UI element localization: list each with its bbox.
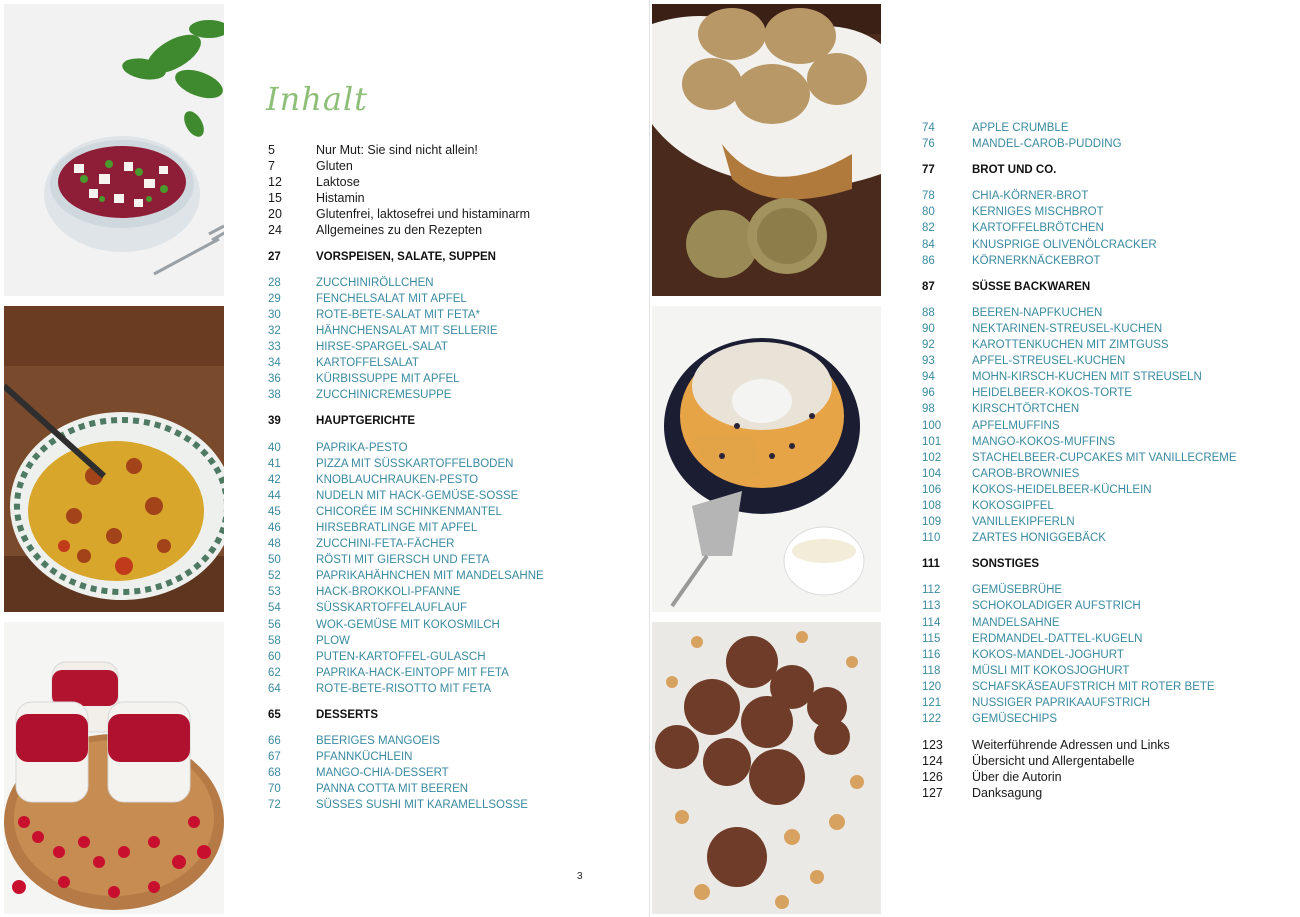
toc-entry-title: SÜSSES SUSHI MIT KARAMELLSOSSE [316, 799, 528, 812]
toc-entry-title: HIRSEBRATLINGE MIT APFEL [316, 521, 478, 534]
toc-gap [922, 152, 1292, 162]
toc-page-number: 62 [268, 666, 281, 679]
toc-entry[interactable] [922, 482, 1292, 498]
toc-page-number: 60 [268, 650, 281, 663]
toc-page-number: 39 [268, 415, 281, 428]
toc-page-number: 20 [268, 207, 282, 222]
toc-entry[interactable] [922, 220, 1292, 236]
toc-page-number: 77 [922, 164, 935, 177]
page-number: 3 [577, 871, 583, 882]
toc-gap [268, 265, 638, 275]
toc-page-number: 27 [268, 250, 281, 263]
toc-page-number: 106 [922, 483, 942, 496]
toc-entry-title: RÖSTI MIT GIERSCH UND FETA [316, 554, 490, 567]
toc-entry-title: PAPRIKA-PESTO [316, 441, 408, 454]
toc-entry-title: MANGO-KOKOS-MUFFINS [972, 435, 1116, 448]
toc-entry-title: APPLE CRUMBLE [972, 122, 1069, 134]
toc-entry[interactable] [268, 307, 638, 323]
toc-page-number: 76 [922, 138, 935, 151]
toc-entry-title: KNUSPRIGE OLIVENÖLCRACKER [972, 238, 1157, 251]
toc-entry-title: GEMÜSEBRÜHE [972, 584, 1063, 597]
toc-entry-title: Weiterführende Adressen und Links [972, 738, 1170, 753]
toc-gap [268, 403, 638, 413]
toc-entry-title: MANDELSAHNE [972, 616, 1060, 629]
toc-page-number: 112 [922, 584, 941, 597]
toc-entry[interactable] [922, 120, 1292, 136]
toc-entry[interactable] [268, 206, 638, 222]
toc-page-number: 90 [922, 322, 935, 335]
toc-entry-title: HÄHNCHENSALAT MIT SELLERIE [316, 324, 498, 337]
toc-entry[interactable] [922, 401, 1292, 417]
toc-entry-title: KNOBLAUCHRAUKEN-PESTO [316, 473, 479, 486]
toc-gap [922, 546, 1292, 556]
toc-entry-title: KÖRNERKNÄCKEBROT [972, 254, 1101, 267]
toc-entry[interactable] [922, 679, 1292, 695]
toc-page-number: 50 [268, 554, 281, 567]
toc-entry[interactable] [268, 749, 638, 765]
toc-page-number: 92 [922, 339, 935, 352]
toc-page-number: 114 [922, 616, 941, 629]
toc-page-number: 113 [922, 600, 941, 613]
toc-entry-title: CHICORÉE IM SCHINKENMANTEL [316, 505, 502, 518]
toc-entry-title: NUSSIGER PAPRIKAAUFSTRICH [972, 697, 1151, 709]
toc-page-number: 101 [922, 435, 942, 448]
toc-entry-title: VORSPEISEN, SALATE, SUPPEN [316, 250, 496, 263]
toc-entry-title: PIZZA MIT SÜSSKARTOFFELBODEN [316, 457, 514, 470]
toc-entry[interactable] [268, 504, 638, 520]
toc-entry[interactable] [268, 158, 638, 174]
toc-entry-title: ZUCCHINI-FETA-FÄCHER [316, 538, 455, 551]
toc-entry-title: MANGO-CHIA-DESSERT [316, 767, 449, 780]
toc-page-number: 126 [922, 770, 943, 785]
toc-entry[interactable] [268, 488, 638, 504]
toc-page-number: 102 [922, 451, 942, 464]
toc-entry[interactable] [268, 339, 638, 355]
toc-page-number: 111 [922, 558, 940, 571]
toc-entry-title: BEERIGES MANGOEIS [316, 735, 440, 748]
toc-entry-title: PUTEN-KARTOFFEL-GULASCH [316, 650, 486, 663]
toc-entry-title: NEKTARINEN-STREUSEL-KUCHEN [972, 322, 1163, 335]
toc-entry-title: APFELMUFFINS [972, 419, 1060, 432]
toc-page-number: 110 [922, 532, 941, 545]
toc-entry-title: KOKOS-HEIDELBEER-KÜCHLEIN [972, 483, 1152, 496]
toc-entry[interactable] [922, 647, 1292, 663]
toc-entry[interactable] [268, 190, 638, 206]
toc-entry-title: SONSTIGES [972, 558, 1040, 571]
toc-entry-title: ROTE-BETE-SALAT MIT FETA* [316, 308, 481, 321]
toc-entry[interactable] [922, 663, 1292, 679]
toc-entry[interactable] [268, 142, 638, 158]
toc-page-number: 68 [268, 767, 281, 780]
toc-entry-title: Glutenfrei, laktosefrei und histaminarm [316, 207, 530, 222]
toc-gap [268, 723, 638, 733]
toc-entry-title: PAPRIKA-HACK-EINTOPF MIT FETA [316, 666, 509, 679]
toc-page-number: 54 [268, 602, 281, 615]
beet-salad-image [4, 4, 224, 296]
toc-page-number: 96 [922, 387, 935, 400]
toc-entry-title: BROT UND CO. [972, 164, 1057, 177]
toc-entry[interactable] [268, 765, 638, 781]
toc-page-number: 41 [268, 457, 281, 470]
toc-page-number: 109 [922, 516, 942, 529]
toc-entry[interactable] [268, 552, 638, 568]
toc-entry[interactable] [268, 797, 638, 813]
toc-page-number: 120 [922, 680, 942, 693]
toc-entry-title: KARTOFFELSALAT [316, 357, 419, 370]
toc-page-number: 124 [922, 754, 943, 769]
toc-entry[interactable] [268, 174, 638, 190]
toc-entry[interactable] [922, 253, 1292, 269]
toc-page-number: 94 [922, 371, 935, 384]
toc-page-number: 32 [268, 324, 281, 337]
toc-entry-title: HIRSE-SPARGEL-SALAT [316, 341, 448, 354]
toc-page-number: 36 [268, 373, 281, 386]
left-toc-list [268, 142, 638, 814]
toc-gap [268, 239, 638, 249]
toc-page-number: 93 [922, 355, 935, 368]
toc-entry[interactable] [922, 418, 1292, 434]
toc-section-heading[interactable] [922, 279, 1292, 295]
toc-entry[interactable] [268, 600, 638, 616]
toc-page-number: 56 [268, 618, 281, 631]
toc-entry[interactable] [268, 222, 638, 238]
toc-entry-title: CHIA-KÖRNER-BROT [972, 190, 1089, 203]
toc-entry-title: WOK-GEMÜSE MIT KOKOSMILCH [316, 618, 500, 631]
toc-entry-title: KAROTTENKUCHEN MIT ZIMTGUSS [972, 339, 1169, 352]
toc-page-number: 42 [268, 473, 281, 486]
toc-entry-title: CAROB-BROWNIES [972, 467, 1080, 480]
toc-section-heading[interactable] [922, 556, 1292, 572]
toc-entry[interactable] [922, 434, 1292, 450]
toc-entry[interactable] [922, 769, 1292, 785]
toc-entry[interactable] [922, 530, 1292, 546]
toc-page-number: 7 [268, 159, 275, 174]
toc-gap [922, 269, 1292, 279]
right-toc-list [922, 120, 1292, 802]
toc-entry-title: ERDMANDEL-DATTEL-KUGELN [972, 632, 1143, 645]
toc-entry[interactable] [922, 631, 1292, 647]
toc-entry[interactable] [922, 188, 1292, 204]
toc-entry-title: SCHAFSKÄSEAUFSTRICH MIT ROTER BETE [972, 680, 1215, 693]
toc-entry[interactable] [922, 615, 1292, 631]
toc-entry[interactable] [922, 695, 1292, 711]
toc-entry[interactable] [268, 665, 638, 681]
toc-page-number: 5 [268, 143, 275, 157]
toc-page-number: 28 [268, 276, 281, 289]
toc-entry[interactable] [268, 781, 638, 797]
toc-gap [922, 727, 1292, 737]
toc-entry[interactable] [268, 633, 638, 649]
toc-entry[interactable] [922, 582, 1292, 598]
toc-page-number: 98 [922, 403, 935, 416]
toc-page-number: 70 [268, 783, 281, 796]
toc-page-number: 88 [922, 306, 935, 319]
toc-entry[interactable] [922, 305, 1292, 321]
toc-entry[interactable] [268, 440, 638, 456]
toc-entry[interactable] [268, 584, 638, 600]
toc-page-number: 44 [268, 489, 281, 502]
toc-entry-title: PFANNKÜCHLEIN [316, 751, 413, 764]
dessert-jars-image [4, 622, 224, 914]
toc-page-number: 72 [268, 799, 281, 812]
toc-page-number: 34 [268, 357, 281, 370]
toc-page-number: 67 [268, 751, 281, 764]
toc-entry[interactable] [268, 323, 638, 339]
right-page [650, 0, 1300, 917]
toc-entry[interactable] [268, 568, 638, 584]
toc-entry[interactable] [268, 472, 638, 488]
toc-entry-title: Laktose [316, 175, 360, 190]
toc-page-number: 121 [922, 697, 942, 709]
toc-entry[interactable] [922, 737, 1292, 753]
toc-entry[interactable] [268, 681, 638, 697]
toc-page-number: 24 [268, 223, 282, 238]
toc-entry[interactable] [268, 536, 638, 552]
toc-page-number: 29 [268, 292, 281, 305]
toc-page-number: 118 [922, 664, 941, 677]
toc-page-number: 40 [268, 441, 281, 454]
toc-gap [268, 430, 638, 440]
toc-page-number: 58 [268, 634, 281, 647]
toc-entry-title: ZARTES HONIGGEBÄCK [972, 532, 1106, 545]
toc-entry-title: KOKOSGIPFEL [972, 499, 1054, 512]
toc-entry[interactable] [268, 456, 638, 472]
toc-entry-title: Nur Mut: Sie sind nicht allein! [316, 143, 478, 157]
toc-entry-title: APFEL-STREUSEL-KUCHEN [972, 355, 1126, 368]
toc-page-number: 46 [268, 521, 281, 534]
toc-gap [268, 697, 638, 707]
toc-page-number: 33 [268, 341, 281, 354]
energy-balls-image [652, 622, 881, 914]
toc-page-number: 66 [268, 735, 281, 748]
toc-entry-title: MOHN-KIRSCH-KUCHEN MIT STREUSELN [972, 371, 1202, 384]
toc-entry[interactable] [268, 355, 638, 371]
toc-entry-title: KÜRBISSUPPE MIT APFEL [316, 373, 460, 386]
toc-title: Inhalt [266, 80, 369, 118]
toc-entry-title: SCHOKOLADIGER AUFSTRICH [972, 600, 1141, 613]
toc-entry[interactable] [922, 136, 1292, 152]
toc-entry[interactable] [922, 711, 1292, 727]
toc-entry-title: STACHELBEER-CUPCAKES MIT VANILLECREME [972, 451, 1237, 464]
toc-entry-title: KIRSCHTÖRTCHEN [972, 403, 1080, 416]
toc-gap [922, 295, 1292, 305]
energy-balls-photo [652, 622, 881, 914]
toc-page-number: 104 [922, 467, 942, 480]
toc-entry-title: KARTOFFELBRÖTCHEN [972, 222, 1104, 235]
toc-entry[interactable] [922, 385, 1292, 401]
toc-page-number: 15 [268, 191, 282, 206]
toc-entry-title: Allgemeines zu den Rezepten [316, 223, 483, 238]
toc-entry-title: PAPRIKAHÄHNCHEN MIT MANDELSAHNE [316, 570, 544, 583]
toc-page-number: 48 [268, 538, 281, 551]
toc-entry-title: ZUCCHINIRÖLLCHEN [316, 276, 434, 289]
toc-page-number: 38 [268, 389, 281, 402]
bread-basket-photo [652, 4, 881, 296]
toc-page-number: 86 [922, 254, 935, 267]
toc-page-number: 108 [922, 499, 942, 512]
toc-page-number: 82 [922, 222, 935, 235]
toc-entry[interactable] [922, 337, 1292, 353]
toc-page-number: 84 [922, 238, 935, 251]
toc-entry-title: ZUCCHINICREMESUPPE [316, 389, 452, 402]
toc-page-number: 53 [268, 586, 281, 599]
toc-entry[interactable] [922, 321, 1292, 337]
toc-entry-title: MANDEL-CAROB-PUDDING [972, 138, 1122, 151]
toc-entry[interactable] [268, 291, 638, 307]
toc-entry[interactable] [268, 371, 638, 387]
toc-entry-title: NUDELN MIT HACK-GEMÜSE-SOSSE [316, 489, 519, 502]
toc-entry[interactable] [922, 466, 1292, 482]
rice-dish-photo [4, 306, 224, 612]
toc-entry-title: KERNIGES MISCHBROT [972, 206, 1104, 219]
toc-section-heading[interactable] [268, 413, 638, 429]
toc-entry-title: Danksagung [972, 786, 1043, 801]
toc-entry[interactable] [268, 275, 638, 291]
toc-entry-title: PANNA COTTA MIT BEEREN [316, 783, 469, 796]
toc-entry-title: ROTE-BETE-RISOTTO MIT FETA [316, 682, 492, 695]
toc-entry-title: HACK-BROKKOLI-PFANNE [316, 586, 461, 599]
toc-entry[interactable] [922, 498, 1292, 514]
bundt-cake-image [652, 306, 881, 612]
toc-entry[interactable] [268, 387, 638, 403]
toc-page-number: 65 [268, 709, 281, 721]
toc-entry[interactable] [922, 753, 1292, 769]
toc-entry-title: Histamin [316, 191, 365, 206]
toc-page-number: 127 [922, 786, 943, 801]
toc-page-number: 45 [268, 505, 281, 518]
toc-entry-title: Übersicht und Allergentabelle [972, 754, 1135, 769]
toc-entry[interactable] [922, 450, 1292, 466]
toc-entry-title: PLOW [316, 634, 350, 647]
toc-entry[interactable] [268, 649, 638, 665]
toc-entry[interactable] [922, 369, 1292, 385]
toc-gap [922, 178, 1292, 188]
toc-entry[interactable] [268, 617, 638, 633]
toc-entry-title: HAUPTGERICHTE [316, 415, 416, 428]
toc-entry[interactable] [922, 514, 1292, 530]
toc-entry-title: FENCHELSALAT MIT APFEL [316, 292, 467, 305]
toc-entry-title: MÜSLI MIT KOKOSJOGHURT [972, 664, 1130, 677]
toc-gap [922, 572, 1292, 582]
toc-entry-title: VANILLEKIPFERLN [972, 516, 1075, 529]
toc-page-number: 64 [268, 682, 281, 695]
toc-page-number: 78 [922, 190, 935, 203]
toc-page-number: 116 [922, 648, 941, 661]
toc-entry[interactable] [922, 204, 1292, 220]
toc-entry-title: Über die Autorin [972, 770, 1062, 785]
toc-page-number: 115 [922, 632, 941, 645]
toc-entry[interactable] [922, 237, 1292, 253]
toc-page-number: 123 [922, 738, 943, 753]
toc-page-number: 87 [922, 280, 935, 293]
toc-page-number: 80 [922, 206, 935, 219]
toc-entry-title: DESSERTS [316, 709, 378, 721]
toc-entry-title: SÜSSE BACKWAREN [972, 280, 1091, 293]
toc-entry[interactable] [268, 733, 638, 749]
toc-page-number: 74 [922, 122, 935, 134]
toc-entry[interactable] [922, 785, 1292, 801]
toc-page-number: 100 [922, 419, 942, 432]
toc-page-number: 30 [268, 308, 281, 321]
toc-page-number: 52 [268, 570, 281, 583]
toc-entry-title: KOKOS-MANDEL-JOGHURT [972, 648, 1124, 661]
toc-entry-title: Gluten [316, 159, 353, 174]
toc-entry-title: GEMÜSECHIPS [972, 713, 1057, 726]
beet-salad-photo [4, 4, 224, 296]
toc-entry-title: SÜSSKARTOFFELAUFLAUF [316, 602, 468, 615]
toc-page-number: 12 [268, 175, 282, 190]
toc-entry-title: BEEREN-NAPFKUCHEN [972, 306, 1103, 319]
toc-entry[interactable] [268, 520, 638, 536]
toc-entry-title: HEIDELBEER-KOKOS-TORTE [972, 387, 1132, 400]
toc-section-heading[interactable] [922, 162, 1292, 178]
toc-section-heading[interactable] [268, 707, 638, 723]
dessert-jars-photo [4, 622, 224, 914]
toc-page-number: 122 [922, 713, 942, 726]
toc-entry[interactable] [922, 353, 1292, 369]
toc-section-heading[interactable] [268, 249, 638, 265]
toc-entry[interactable] [922, 598, 1292, 614]
bundt-cake-photo [652, 306, 881, 612]
rice-dish-image [4, 306, 224, 612]
bread-basket-image [652, 4, 881, 296]
